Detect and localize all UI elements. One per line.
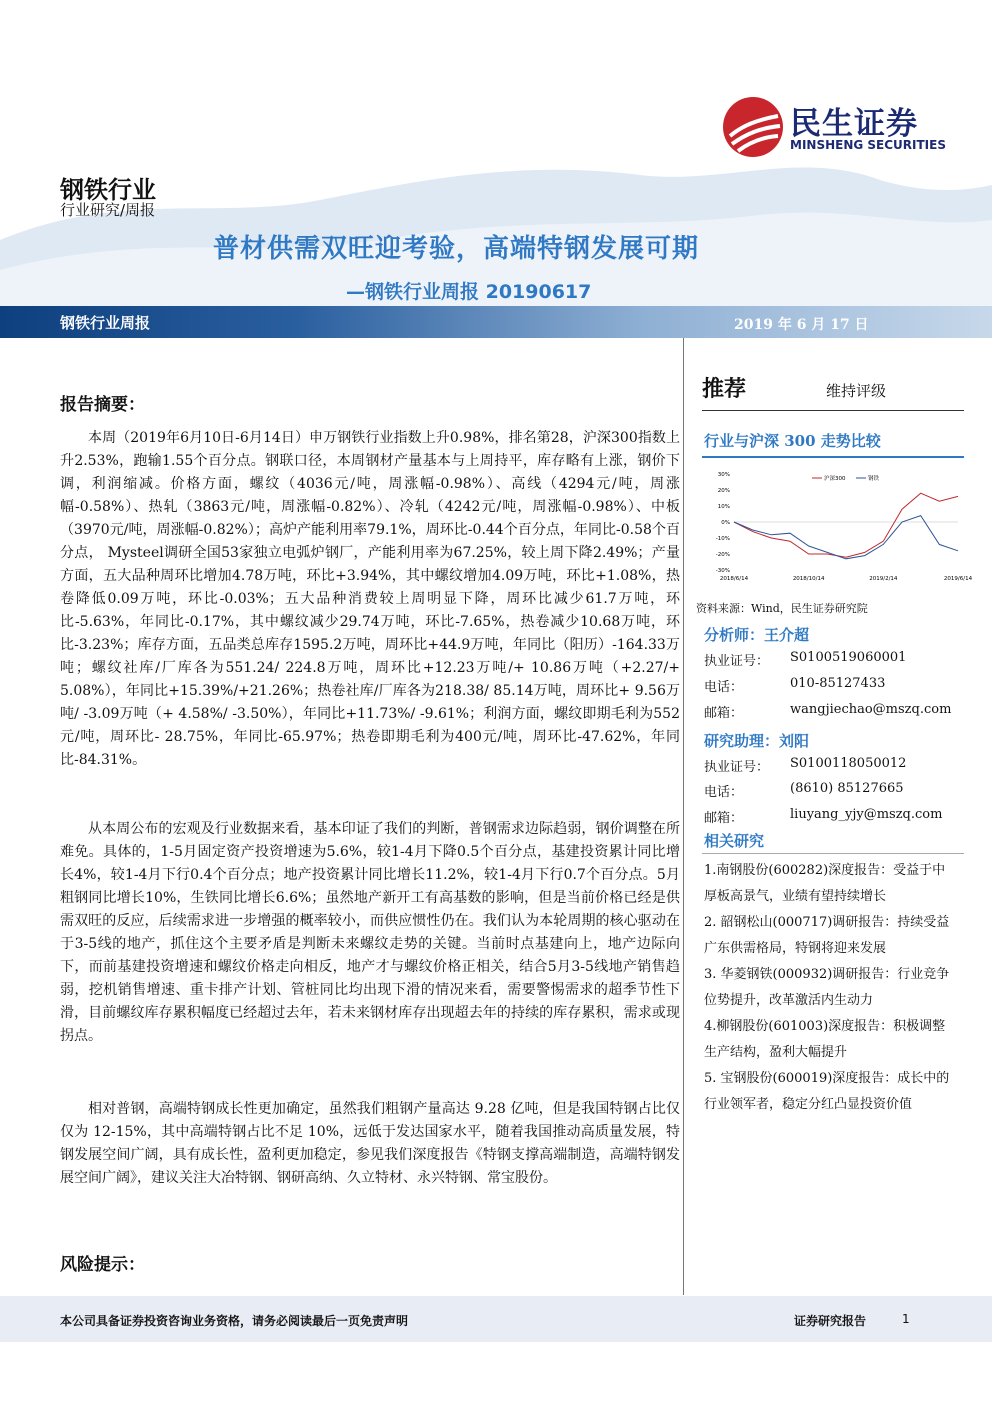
chart-title: 行业与沪深 300 走势比较 xyxy=(704,432,881,450)
trend-chart xyxy=(702,462,973,590)
analyst-phone-label: 电话： xyxy=(704,680,744,695)
series-line xyxy=(734,493,958,557)
related-rule xyxy=(702,853,964,854)
header-band xyxy=(0,306,992,338)
related-item[interactable]: 2. 韶钢松山(000717)调研报告：持续受益广东供需格局，特钢将迎来发展 xyxy=(704,915,950,956)
analyst-phone-value: 010-85127433 xyxy=(790,676,886,691)
analyst-cert-label: 执业证号： xyxy=(704,654,770,669)
report-subtitle: —钢铁行业周报 20190617 xyxy=(346,281,592,303)
y-tick-label: -20% xyxy=(715,552,730,558)
y-tick-label: 10% xyxy=(717,504,730,510)
y-tick-label: 30% xyxy=(717,472,730,478)
industry-name: 钢铁行业 xyxy=(60,176,156,204)
assistant-title: 研究助理：刘阳 xyxy=(704,732,810,750)
summary-paragraph: 从本周公布的宏观及行业数据来看，基本印证了我们的判断，普钢需求边际趋弱，钢价调整在所难免。具体的，1-5月固定资产投资增速为5.6%，较1-4月下降0.5个百分点，基建投资累计同比增长4%，较1-4月下行0.4个百分点；地产投资累计同比增长11.2%，较1-4月下行0.7个百分点。5月粗钢同比增长10%，生铁同比增长6.6%；虽然地产新开工有高基数的影响，但是当前价格已经是供需双旺的反应，后续需求进一步增强的概率较小，而供应惯性仍在。我们认为本轮周期的核心驱动在于3-5线的地产，抓住这个主要矛盾是判断未来螺纹走势的关键。当前时点基建向上，地产边际向下，而前基建投资增速和螺纹价格走向相反，地产才与螺纹价格正相关，结合5月3-5线地产销售趋弱，挖机销售增速、重卡排产计划、管桩同比均出现下滑的情况来看，需要警惕需求的超季节性下滑，目前螺纹库存累积幅度已经超过去年，若未来钢材库存出现超去年的持续的库存累积，需求或现拐点。 xyxy=(60,821,680,1044)
column-divider xyxy=(683,338,684,1295)
chart-lines xyxy=(734,493,958,559)
x-tick-label: 2019/2/14 xyxy=(869,576,898,582)
report-type: 行业研究/周报 xyxy=(60,201,156,219)
chart-legend xyxy=(812,474,880,482)
assistant-phone-value: (8610) 85127665 xyxy=(790,781,904,796)
rating-sub: 维持评级 xyxy=(826,382,887,400)
analyst-email-value[interactable]: wangjiechao@mszq.com xyxy=(790,702,952,717)
risk-heading: 风险提示： xyxy=(60,1255,145,1275)
chart-source: 资料来源：Wind，民生证券研究院 xyxy=(696,602,868,615)
x-tick-label: 2018/6/14 xyxy=(719,576,749,582)
summary-paragraph: 本周（2019年6月10日-6月14日）申万钢铁行业指数上升0.98%，排名第28，沪深300指数上升2.53%，跑输1.55个百分点。钢联口径，本周钢材产量基本与上周持平，库存略有上涨，钢价下调，利润缩减。价格方面，螺纹（4036元/吨，周涨幅-0.98%）、高线（4294元/吨，周涨幅-0.58%）、热轧（3863元/吨，周涨幅-0.82%）、冷轧（4242元/吨，周涨幅-0.98%）、中板（3970元/吨，周涨幅-0.82%）；高炉产能利用率79.1%，周环比-0.44个百分点，年同比-0.58个百分点， Mysteel调研全国53家独立电弧炉钢厂，产能利用率为67.25%，较上周下降2.49%；产量方面，五大品种周环比增加4.78万吨，环比+3.94%，其中螺纹增加4.09万吨，环比+1.08%，热卷降低0.09万吨，环比-0.03%；五大品种消费较上周明显下降，周环比减少61.7万吨，环比-5.63%，年同比-0.17%，其中螺纹减少29.74万吨，环比-7.65%，热卷减少10.68万吨，环比-3.23%；库存方面，五品类总库存1595.2万吨，周环比+44.9万吨，年同比（阳历）-164.33万吨；螺纹社库/厂库各为551.24/ 224.8万吨，周环比+12.23万吨/+ 10.86万吨（+2.27/+ 5.08%），年同比+15.39%/+21.26%；热卷社库/厂库各为218.38/ 85.14万吨，周环比+ 9.56万吨/ -3.09万吨（+ 4.58%/ -3.50%），年同比+11.73%/ -9.61%；利润方面，螺纹即期毛利为552元/吨，周环比- 28.75%，年同比-65.97%；热卷即期毛利为400元/吨，周环比-47.62%，年同比-84.31%。 xyxy=(60,430,680,768)
assistant-email-value[interactable]: liuyang_yjy@mszq.com xyxy=(790,807,943,822)
analyst-cert-value: S0100519060001 xyxy=(790,650,907,665)
band-label: 钢铁行业周报 xyxy=(60,314,151,332)
logo-en: MINSHENG SECURITIES xyxy=(790,138,946,152)
rating-rule xyxy=(702,410,964,411)
chart-rule xyxy=(702,456,964,458)
company-logo xyxy=(722,96,962,160)
rating-label: 推荐 xyxy=(702,376,747,402)
related-item[interactable]: 4.柳钢股份(601003)深度报告：积极调整生产结构，盈利大幅提升 xyxy=(704,1019,946,1060)
y-tick-label: 0% xyxy=(721,520,730,526)
report-date: 2019 年 6 月 17 日 xyxy=(734,317,869,333)
x-tick-label: 2018/10/14 xyxy=(792,576,825,582)
page-number: 1 xyxy=(902,1312,910,1326)
related-item[interactable]: 3. 华菱钢铁(000932)调研报告：行业竞争位势提升，改革激活内生动力 xyxy=(704,967,950,1008)
x-tick-label: 2019/6/14 xyxy=(943,576,973,582)
report-title: 普材供需双旺迎考验，高端特钢发展可期 xyxy=(213,234,700,264)
related-list xyxy=(704,858,956,1118)
related-item[interactable]: 1.南钢股份(600282)深度报告：受益于中厚板高景气，业绩有望持续增长 xyxy=(704,863,946,904)
footer-label: 证券研究报告 xyxy=(794,1314,867,1328)
related-item[interactable]: 5. 宝钢股份(600019)深度报告：成长中的行业领军者，稳定分红凸显投资价值 xyxy=(704,1071,950,1112)
assistant-phone-label: 电话： xyxy=(704,785,744,800)
y-tick-label: -30% xyxy=(715,568,730,574)
y-tick-label: -10% xyxy=(715,536,730,542)
legend-label: 钢铁 xyxy=(868,476,880,482)
assistant-cert-value: S0100118050012 xyxy=(790,756,907,771)
analyst-email-label: 邮箱： xyxy=(704,706,744,721)
assistant-cert-label: 执业证号： xyxy=(704,760,770,775)
logo-cn: 民生证券 xyxy=(790,106,918,142)
footer-disclaimer: 本公司具备证券投资咨询业务资格，请务必阅读最后一页免责声明 xyxy=(60,1314,409,1328)
summary-heading: 报告摘要： xyxy=(60,395,145,415)
footer xyxy=(0,1296,992,1342)
analyst-title: 分析师：王介超 xyxy=(704,626,810,644)
related-title: 相关研究 xyxy=(704,832,765,850)
chart-axes xyxy=(716,472,973,582)
minsheng-logo-icon xyxy=(722,96,784,158)
y-tick-label: 20% xyxy=(717,488,730,494)
legend-label: 沪深300 xyxy=(824,476,846,482)
assistant-email-label: 邮箱： xyxy=(704,811,744,826)
summary-paragraph: 相对普钢，高端特钢成长性更加确定，虽然我们粗钢产量高达 9.28 亿吨，但是我国特钢占比仅仅为 12-15%，其中高端特钢占比不足 10%，远低于发达国家水平，随着我国推动高质量发展，特钢发展空间广阔，具有成长性，盈利更加稳定，参见我们深度报告《特钢支撑高端制造，高端特钢发展空间广阔》，建议关注大冶特钢、钢研高纳、久立特材、永兴特钢、常宝股份。 xyxy=(60,1101,680,1186)
